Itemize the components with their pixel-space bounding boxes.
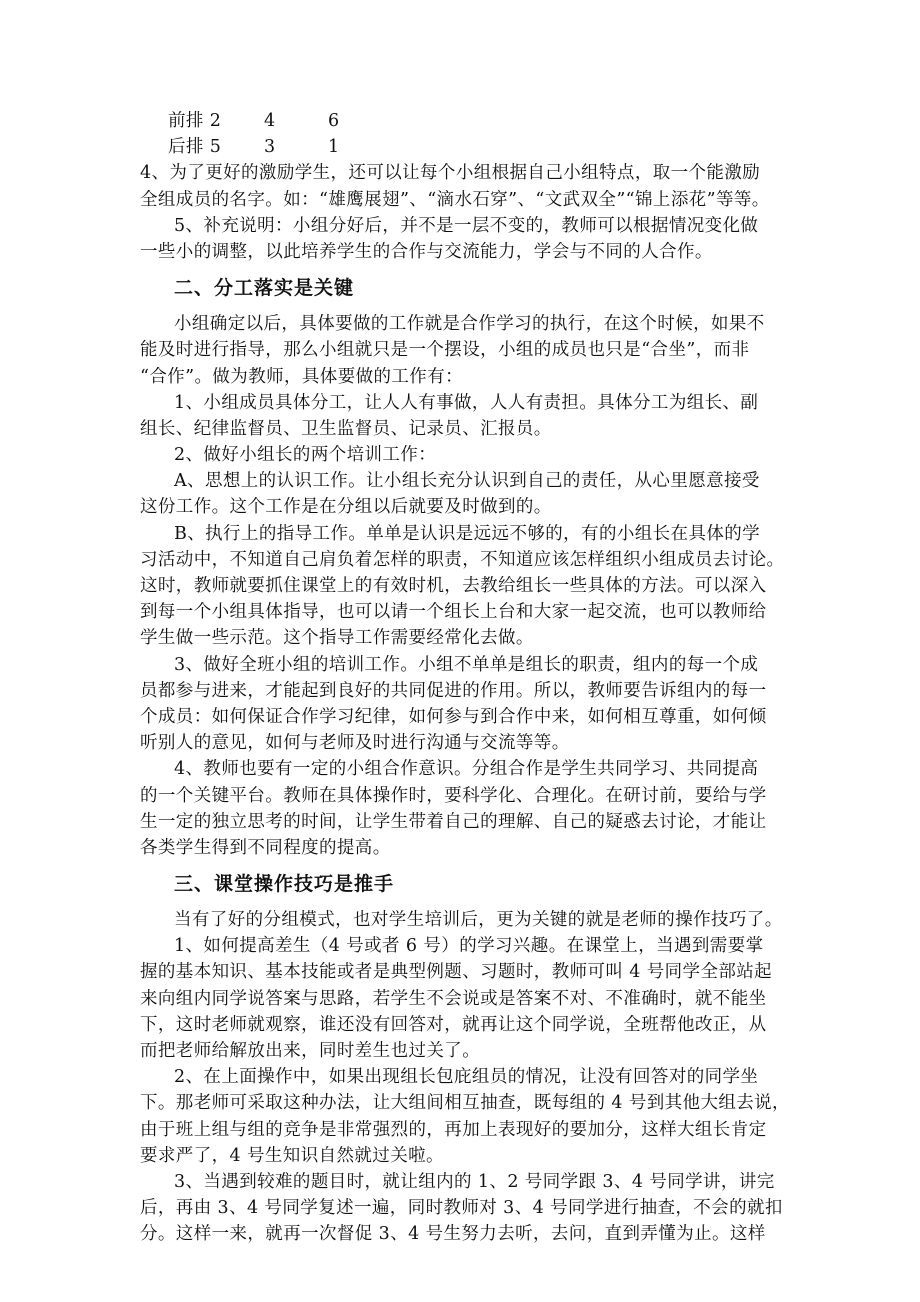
seating-cell: 6 xyxy=(328,111,340,131)
text-line: 一些小的调整，以此培养学生的合作与交流能力，学会与不同的人合作。 xyxy=(140,241,713,262)
text-line: 能及时进行指导，那么小组就只是一个摆设，小组的成员也只是“合坐”，而非 xyxy=(140,340,750,361)
text-line: 2、做好小组长的两个培训工作： xyxy=(174,445,437,466)
text-line: 由于班上组与组的竞争是非常强烈的，再加上表现好的要加分，这样大组长肯定 xyxy=(140,1119,767,1140)
text-line: 生一定的独立思考的时间，让学生带着自己的理解、自己的疑惑去讨论，才能让 xyxy=(140,811,767,832)
text-line: 3、当遇到较难的题目时，就让组内的 1、2 号同学跟 3、4 号同学讲，讲完 xyxy=(174,1171,775,1192)
text-line: 小组确定以后，具体要做的工作就是合作学习的执行，在这个时候，如果不 xyxy=(174,314,765,335)
text-line: 习活动中，不知道自己肩负着怎样的职责，不知道应该怎样组织小组成员去讨论。 xyxy=(140,549,785,570)
seating-cell: 前排 2 xyxy=(168,111,222,131)
section-heading-2: 二、分工落实是关键 xyxy=(174,277,355,300)
text-line: 要求严了，4 号生知识自然就过关啦。 xyxy=(140,1145,444,1166)
text-line: 来向组内同学说答案与思路，若学生不会说或是答案不对、不准确时，就不能坐 xyxy=(140,988,767,1009)
text-line: “合作”。做为教师，具体要做的工作有： xyxy=(140,366,463,387)
text-line: 而把老师给解放出来，同时差生也过关了。 xyxy=(140,1041,481,1061)
text-line: B、执行上的指导工作。单单是认识是远远不够的，有的小组长在具体的学 xyxy=(174,523,761,544)
text-line: 1、如何提高差生（4 号或者 6 号）的学习兴趣。在课堂上，当遇到需要掌 xyxy=(174,936,764,957)
text-line: 全组成员的名字。如：“雄鹰展翅”、“滴水石穿”、“文武双全”“锦上添花”等等。 xyxy=(140,189,770,210)
seating-table xyxy=(140,108,788,160)
text-line: 个成员：如何保证合作学习纪律，如何参与到合作中来，如何相互尊重，如何倾 xyxy=(140,706,767,727)
text-line: 5、补充说明：小组分好后，并不是一层不变的，教师可以根据情况变化做 xyxy=(174,215,759,236)
text-line: 4、教师也要有一定的小组合作意识。分组合作是学生共同学习、共同提高 xyxy=(174,759,759,780)
seating-cell: 1 xyxy=(328,137,340,158)
text-line: 听别人的意见，如何与老师及时进行沟通与交流等等。 xyxy=(140,733,570,754)
text-line: 下。那老师可采取这种办法，让大组间相互抽查，既每组的 4 号到其他大组去说， xyxy=(140,1093,790,1114)
text-line: 后，再由 3、4 号同学复述一遍，同时教师对 3、4 号同学进行抽查，不会的就扣 xyxy=(140,1198,783,1219)
text-line: 各类学生得到不同程度的提高。 xyxy=(140,837,391,858)
document-page xyxy=(140,108,788,1248)
text-line: 到每一个小组具体指导，也可以请一个组长上台和大家一起交流，也可以教师给 xyxy=(140,602,767,623)
text-line: 3、做好全班小组的培训工作。小组不单单是组长的职责，组内的每一个成 xyxy=(174,654,759,675)
seating-cell: 3 xyxy=(264,137,276,158)
text-line: 下，这时老师就观察，谁还没有回答对，就再让这个同学说，全班帮他改正，从 xyxy=(140,1014,767,1035)
text-line: 2、在上面操作中，如果出现组长包庇组员的情况，让没有回答对的同学坐 xyxy=(174,1067,759,1088)
section-heading-3: 三、课堂操作技巧是推手 xyxy=(174,873,395,896)
text-line: A、思想上的认识工作。让小组长充分认识到自己的责任，从心里愿意接受 xyxy=(174,471,760,492)
seating-row xyxy=(140,108,788,134)
section2-body xyxy=(140,311,788,861)
text-line: 组长、纪律监督员、卫生监督员、记录员、汇报员。 xyxy=(140,418,552,439)
text-line: 的一个关键平台。教师在具体操作时，要科学化、合理化。在研讨前，要给与学 xyxy=(140,785,767,806)
text-line: 这份工作。这个工作是在分组以后就要及时做到的。 xyxy=(140,497,552,518)
text-line: 4、为了更好的激励学生，还可以让每个小组根据自己小组特点，取一个能激励 xyxy=(140,163,761,184)
text-line: 握的基本知识、基本技能或者是典型例题、习题时，教师可叫 4 号同学全部站起 xyxy=(140,962,773,983)
seating-row xyxy=(140,134,788,160)
text-line: 1、小组成员具体分工，让人人有事做，人人有责担。具体分工为组长、副 xyxy=(174,392,759,413)
section3-body xyxy=(140,907,788,1247)
text-line: 分。这样一来，就再一次督促 3、4 号生努力去听，去问，直到弄懂为止。这样 xyxy=(140,1224,766,1245)
text-line: 这时，教师就要抓住课堂上的有效时机，去教给组长一些具体的方法。可以深入 xyxy=(140,576,767,596)
text-line: 当有了好的分组模式，也对学生培训后，更为关键的就是老师的操作技巧了。 xyxy=(174,910,783,931)
seating-cell: 后排 5 xyxy=(168,137,222,158)
seating-cell: 4 xyxy=(264,111,276,131)
section1-tail xyxy=(140,160,788,265)
text-line: 学生做一些示范。这个指导工作需要经常化去做。 xyxy=(140,628,534,649)
text-line: 员都参与进来，才能起到良好的共同促进的作用。所以，教师要告诉组内的每一 xyxy=(140,680,767,701)
